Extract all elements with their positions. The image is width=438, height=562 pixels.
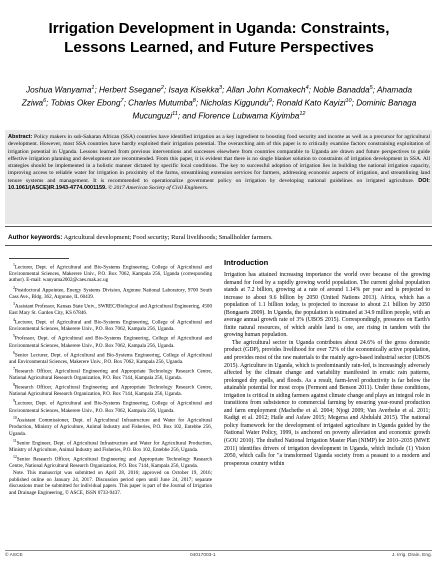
divider (5, 245, 432, 246)
author-affiliation-marker: 12 (299, 111, 306, 118)
abstract-label: Abstract: (8, 134, 33, 140)
author-affiliation-marker: 1 (91, 85, 95, 91)
author-affiliation-marker: 8 (192, 98, 196, 105)
author-affiliation-marker: 5 (369, 85, 373, 91)
footnote-text: Lecturer, Dept. of Agricultural and Bio-Systems Engineering, College of Agricultural and Environmental Sciences, Makerere Univ., P.O. Box 7062, Kampala 256, Uganda (corresponding author). E-mail: wanyama2002@caes.mak.ac.ug (9, 264, 212, 284)
footnote-text: Professor, Dept. of Agricultural and Bio-Systems Engineering, College of Agricultural and Environmental Sciences, Makerere Univ., P.O. Box 7062, Kampala 256, Uganda. (9, 336, 212, 349)
footnote-marker: 4 (13, 318, 15, 323)
footnote (9, 333, 212, 349)
copyright-line: © 2017 American Society of Civil Engineers. (108, 184, 209, 191)
footnote (9, 285, 212, 301)
abstract-text: Policy makers in sub-Saharan African (SSA) countries have identified irrigation as a key ingredient to boosting food security and income as well as a precursor for agricultural development. However, most SSA countries have hardly exploited their irrigation potential. The overarching aim of this paper is to critically examine factors constraining exploitation of irrigation potential in Uganda. Lessons learned from previous interventions and successes elsewhere from countries comparable to Uganda are drawn and future perspectives to guide effective irrigation planning and development are recommended. From this paper, it is evident that there is no single blanket solution to constraints of irrigation development in SSA. All strategies should be implemented in a holistic manner dictated by specific local conditions. The key to successful adoption of irrigation lies in building the national irrigation capacity, improving access to reliable water for irrigation in proximity of the farms, streamlining extension services for farmers, addressing economic aspects of irrigation, and streamlining land tenure systems and management. It is recommended to operationalize government policy on irrigation by developing national guidelines on irrigated agriculture. (8, 134, 431, 184)
footnote (9, 350, 212, 366)
footnote (9, 366, 212, 382)
footnote-marker: 7 (13, 366, 15, 371)
footnote-marker: 1 (13, 262, 15, 267)
author-name: Tobias Oker Ebong (50, 98, 121, 108)
footnote-marker: 2 (13, 285, 15, 290)
author-affiliation-marker: 11 (172, 111, 178, 118)
footnote-rule (9, 258, 69, 259)
footnote-text: Lecturer, Dept. of Agricultural and Bio-Systems Engineering, College of Agricultural and Environmental Sciences, Makerere Univ., P.O. Box 7062, Kampala 256, Uganda. (9, 319, 212, 333)
footnote-text: Senior Research Officer, Agricultural Engineering and Appropriate Technology Research Centre, National Agricultural Research Organization, P.O. Box 7144, Kampala 256, Uganda. (9, 456, 212, 470)
author-affiliation-marker: 3 (219, 85, 223, 91)
footnote-text: Assistant Commissioner, Dept. of Agricultural Infrastructure and Water for Agricultural Production, Ministry of Agriculture, Animal Industry and Fisheries, P.O. Box 102, Entebbe 256, Uganda. (9, 417, 212, 437)
section-heading-introduction: Introduction (224, 258, 269, 267)
introduction-body (224, 272, 430, 468)
author-name: Isaya Kisekka (168, 85, 220, 95)
keywords (8, 234, 428, 242)
footnote (9, 415, 212, 437)
keywords-label: Author keywords: (8, 234, 63, 241)
author-name: Allan John Komakech (226, 85, 306, 95)
footnote-text: Senior Lecturer, Dept. of Agricultural and Bio-Systems Engineering, College of Agricultural and Environmental Sciences, Makerere Univ., P.O. Box 7062, Kampala 256, Uganda. (9, 352, 212, 365)
footnote (9, 398, 212, 414)
author-name: Ronald Kato Kayizi (276, 98, 346, 108)
author-name: Dominic Banaga Mucunguzi (132, 98, 417, 122)
footer-page-number: 04017003-1 (190, 553, 216, 558)
paper-title: Irrigation Development in Uganda: Constraints, Lessons Learned, and Future Perspectives (48, 20, 390, 56)
author-footnotes (9, 258, 212, 497)
footnote-text: Lecturer, Dept. of Agricultural and Bio-Systems Engineering, College of Agricultural and Environmental Sciences, Makerere Univ., P.O. Box 7062, Kampala 256, Uganda. (9, 401, 212, 414)
author-name: Noble Banadda (313, 85, 370, 95)
footnote-marker: 11 (13, 438, 17, 443)
footnote-text: Assistant Professor, Kansas State Univ., SWREC/Biological and Agricultural Engineering, 4500 East Mary St. Garden City, KS 67846. (9, 303, 212, 317)
footnote-text: Postdoctoral Appointee, Energy Systems Division, Argonne National Laboratory, 9700 South Cass Ave., Bldg. 362, Argonne, IL 60439. (9, 287, 212, 300)
footer-journal: J. Irrig. Drain. Eng. (392, 553, 432, 558)
footnote-marker: 12 (13, 454, 17, 459)
author-affiliation-marker: 4 (305, 85, 309, 91)
footnote (9, 317, 212, 333)
author-name: Charles Mutumba (128, 98, 193, 108)
introduction-paragraph: Irrigation has attained increasing importance the world over because of the growing demand for food by a rapidly growing world population. The current global population stands at 7.2 billion, growing at a rate of around 1.14% per year and is projected to increase to about 9.6 billion by 2050 (United Nations 2013). Africa, which has a population of 1.1 billion today, is projected to increase to about 2.1 billion by 2050 (Bongaarts 2009). In Uganda, the population is estimated at 34.9 million people, with an average annual growth rate of 3% (UBOS 2015). Correspondingly, pressures on Earth's finite natural resources, of which arable land is one, are rising in tandem with the growing human population. (224, 272, 430, 339)
footer-left: © ASCE (5, 553, 23, 558)
footnote-marker: 8 (13, 383, 15, 388)
footnote-text: Research Officer, Agricultural Engineering and Appropriate Technology Research Centre, National Agricultural Research Organization, P.O. Box 7144, Kampala 256, Uganda. (9, 384, 212, 398)
footnote-text: Research Officer, Agricultural Engineering and Appropriate Technology Research Centre, National Agricultural Research Organization, P.O. Box 7144, Kampala 256, Uganda. (9, 368, 212, 382)
author-affiliation-marker: 10 (345, 98, 352, 105)
keywords-text: Agricultural development; Food security; Rural livelihoods; Smallholder farmers. (63, 234, 273, 241)
author-affiliation-marker: 6 (43, 98, 47, 105)
footer-divider (5, 550, 432, 551)
footnote-marker: 9 (13, 399, 15, 404)
footnote (9, 301, 212, 317)
author-name: Joshua Wanyama (25, 85, 92, 95)
abstract (8, 134, 430, 192)
author-affiliation-marker: 7 (120, 98, 124, 105)
footnote (9, 438, 212, 454)
author-name: Ahamada Zziwa (21, 85, 413, 108)
doi-link[interactable]: DOI: 10.1061/(ASCE)IR.1943-4774.0001159. (8, 177, 431, 191)
author-affiliation-marker: 9 (268, 98, 272, 105)
footnote-text: Senior Engineer, Dept. of Agricultural Infrastructure and Water for Agricultural Production, Ministry of Agriculture, Animal Industry and Fisheries, P.O. Box 102, Entebbe 256, Uganda. (9, 440, 212, 453)
author-name: Nicholas Kiggundu (200, 98, 269, 108)
footnote-marker: 10 (13, 415, 17, 420)
footnote (9, 262, 212, 284)
author-list: Joshua Wanyama$^1$; Herbert Ssegane$^2$; Isaya Kisekka$^3$; Allan John Komakech$^4$; Noble Banadda$^5$; Ahamada Zziwa$^6$; Tobias Oker Ebong$^7$; Charles Mutumba$^8$; Nicholas Kiggundu$^9$; Ronald Kato Kayizi$^{10}$; Dominic Banaga Mucunguzi$^{11}$; and Florence Lubwama Kiyimba$^{12}$ (21, 85, 417, 122)
footnote-marker: 3 (13, 301, 15, 306)
author-affiliation-marker: 2 (160, 85, 164, 91)
footnote-marker: 6 (13, 350, 15, 355)
author-name: Herbert Ssegane (99, 85, 161, 95)
author-name: Florence Lubwama Kiyimba (198, 112, 300, 122)
submission-note: Note. This manuscript was submitted on April 28, 2016; approved on October 19, 2016; published online on January 24, 2017. Discussion period open until June 24, 2017; separate discussions must be submitted for individual papers. This paper is part of the Journal of Irrigation and Drainage Engineering, © ASCE, ISSN 0733-9437. (9, 470, 212, 496)
footnote (9, 454, 212, 470)
footnote-marker: 5 (13, 334, 15, 339)
divider (5, 226, 432, 227)
introduction-paragraph: The agricultural sector in Uganda contributes about 24.6% of the gross domestic product (GDP), provides livelihood for over 72% of the economically active population, and provides most of the raw materials to the mainly agro-based industrial sector (UBOS 2015). Agriculture in Uganda, which is predominantly rain-fed, is increasingly adversely affected by the climate change and variability manifested in erratic rain patterns, prolonged dry spells, and floods. As a result, farm-level productivity is far below the attainable potential for most crops (Fermont and Benson 2011). Under these conditions, irrigation is critical in aiding farmers against climate change and plays an integral role in transitions from subsistence to commercial farming by ensuring year-round production and farm employment (Machethe et al. 2004; Njogi 2009; Van Averbeke et al. 2011; Kadigi et al. 2012; Haile and Asfaw 2015; Megersa and Abdulahi 2015). The national policy framework for the development of irrigated agriculture in Uganda guided by the National Water Policy, 1999, is anchored on poverty alleviation and economic growth (GOU 2010). The drafted National Irrigation Master Plan (NIMP) for 2010–2035 (MWE 2011) identifies drivers of irrigation development in Uganda, which include (1) Vision 2050, which calls for "a transformed Uganda society from a peasant to a modern and prosperous country within (224, 339, 430, 467)
footnote (9, 382, 212, 398)
